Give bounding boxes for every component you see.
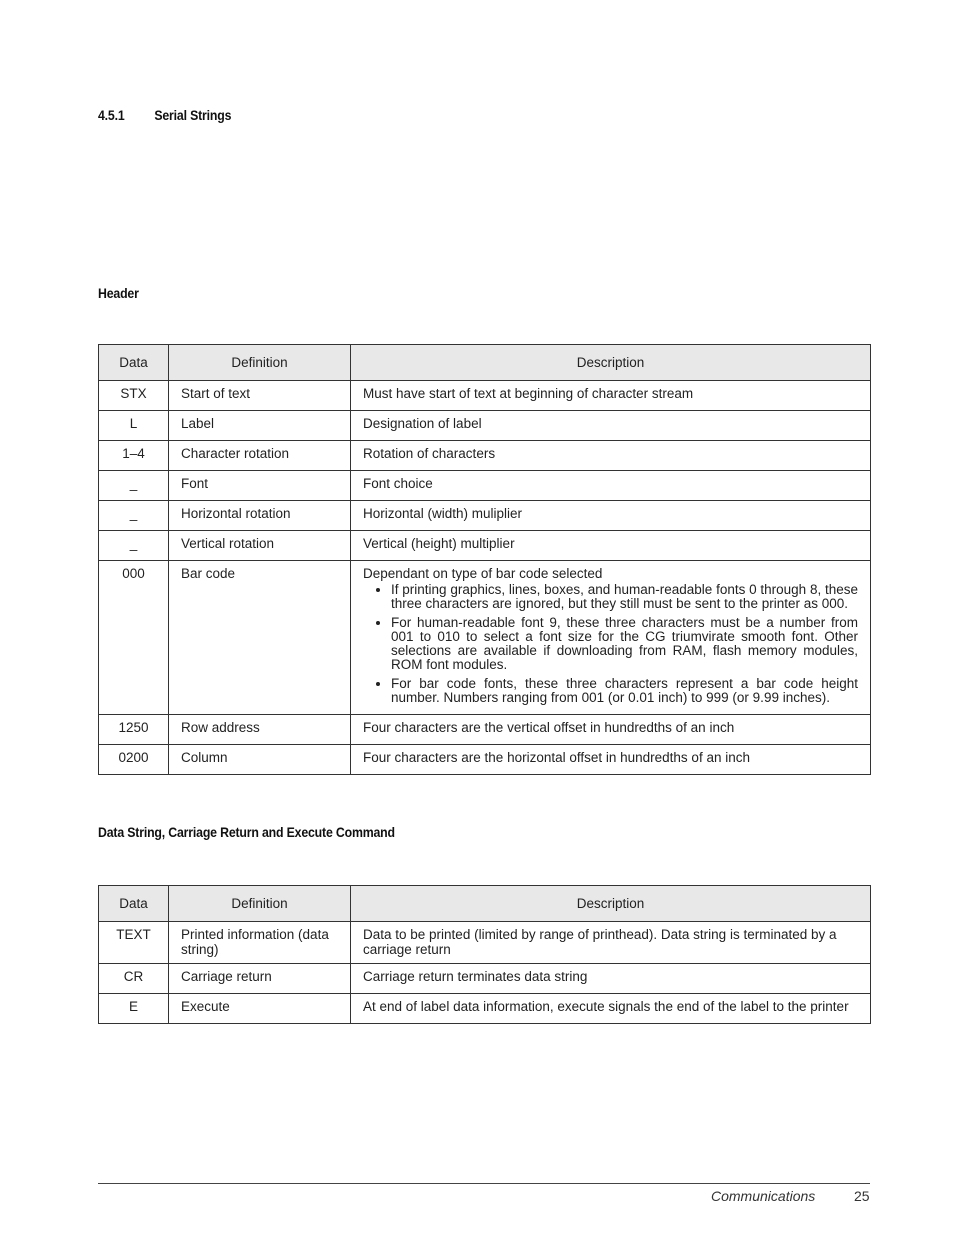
- cell-data: 1–4: [99, 441, 169, 471]
- column-header-definition: Definition: [169, 345, 351, 381]
- header-table-heading: Header: [98, 285, 139, 301]
- cell-description: Data to be printed (limited by range of printhead). Data string is terminated by a carriage return: [351, 922, 871, 964]
- section-heading: [98, 107, 231, 123]
- cell-data: _: [99, 471, 169, 501]
- cell-data: CR: [99, 964, 169, 994]
- cell-definition: Bar code: [169, 561, 351, 715]
- table-row: [99, 381, 871, 411]
- table-row: [99, 531, 871, 561]
- column-header-definition: Definition: [169, 886, 351, 922]
- table-header-row: [99, 886, 871, 922]
- section-number: 4.5.1: [98, 107, 125, 123]
- table-row: [99, 411, 871, 441]
- section-title: Serial Strings: [154, 107, 232, 123]
- cell-definition: Horizontal rotation: [169, 501, 351, 531]
- table-row: [99, 441, 871, 471]
- cell-data: 0200: [99, 745, 169, 775]
- cell-data: _: [99, 531, 169, 561]
- table-row: [99, 501, 871, 531]
- cell-definition: Font: [169, 471, 351, 501]
- description-intro: Dependant on type of bar code selected: [363, 566, 603, 581]
- cell-data: L: [99, 411, 169, 441]
- column-header-description: Description: [351, 886, 871, 922]
- cell-definition: Vertical rotation: [169, 531, 351, 561]
- cell-definition: Column: [169, 745, 351, 775]
- cell-definition: Character rotation: [169, 441, 351, 471]
- cell-description: Four characters are the vertical offset in hundredths of an inch: [351, 715, 871, 745]
- cell-definition: Row address: [169, 715, 351, 745]
- cell-description: Must have start of text at beginning of character stream: [351, 381, 871, 411]
- table-row: [99, 715, 871, 745]
- data-string-table: [98, 885, 871, 1024]
- column-header-data: Data: [99, 886, 169, 922]
- cell-data: TEXT: [99, 922, 169, 964]
- table-row: [99, 922, 871, 964]
- table-header-row: [99, 345, 871, 381]
- cell-description: Vertical (height) multiplier: [351, 531, 871, 561]
- bullet-item: • For bar code fonts, these three characters represent a bar code height number. Numbers ranging from 001 (or 0.01 inch) to 999 (or 9.99 inches).: [391, 677, 858, 705]
- footer-divider: [98, 1183, 870, 1184]
- table-row: [99, 964, 871, 994]
- cell-data: _: [99, 501, 169, 531]
- description-bullet-list: [363, 583, 858, 705]
- cell-definition: Execute: [169, 994, 351, 1024]
- column-header-description: Description: [351, 345, 871, 381]
- cell-description: [351, 561, 871, 715]
- cell-description: At end of label data information, execute signals the end of the label to the printer: [351, 994, 871, 1024]
- table-row: [99, 745, 871, 775]
- cell-description: Four characters are the horizontal offset in hundredths of an inch: [351, 745, 871, 775]
- cell-definition: Label: [169, 411, 351, 441]
- cell-description: Horizontal (width) muliplier: [351, 501, 871, 531]
- table-row: [99, 561, 871, 715]
- header-table: [98, 344, 871, 775]
- cell-data: E: [99, 994, 169, 1024]
- footer-section-name: Communications: [711, 1188, 816, 1204]
- cell-definition: Start of text: [169, 381, 351, 411]
- cell-description: Designation of label: [351, 411, 871, 441]
- column-header-data: Data: [99, 345, 169, 381]
- table-row: [99, 994, 871, 1024]
- table-row: [99, 471, 871, 501]
- cell-description: Font choice: [351, 471, 871, 501]
- cell-description: Rotation of characters: [351, 441, 871, 471]
- cell-data: STX: [99, 381, 169, 411]
- cell-description: Carriage return terminates data string: [351, 964, 871, 994]
- footer-page-number: 25: [854, 1188, 870, 1204]
- bullet-item: • If printing graphics, lines, boxes, and human-readable fonts 0 through 8, these three characters are ignored, but they still must be sent to the printer as 000.: [391, 583, 858, 611]
- cell-data: 000: [99, 561, 169, 715]
- data-table-heading: Data String, Carriage Return and Execute Command: [98, 824, 395, 840]
- cell-data: 1250: [99, 715, 169, 745]
- cell-definition: Carriage return: [169, 964, 351, 994]
- cell-definition: Printed information (data string): [169, 922, 351, 964]
- bullet-item: • For human-readable font 9, these three characters must be a number from 001 to 010 to select a font size for the CG triumvirate smooth font. Other selections are available if downloading from RAM, flash memory modules, ROM font modules.: [391, 616, 858, 672]
